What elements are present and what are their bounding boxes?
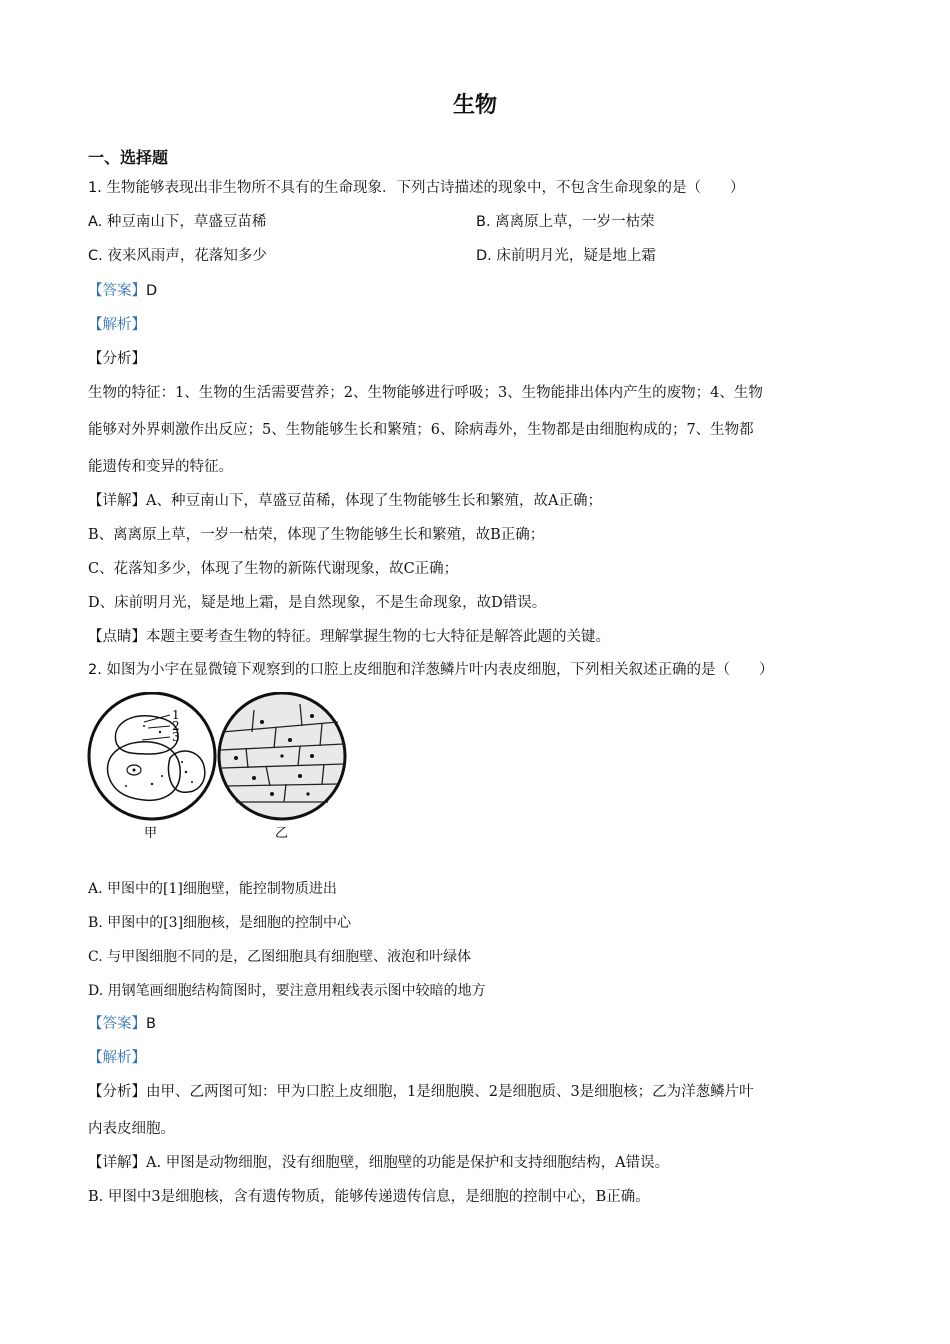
figure-label-1: 1 <box>172 708 180 722</box>
figure-label-jia: 甲 <box>144 826 158 841</box>
q1-answer-value: D <box>146 283 158 299</box>
q2-answer-value: B <box>146 1016 156 1032</box>
q1-analysis-line: 能够对外界刺激作出反应；5、生物能够生长和繁殖；6、除病毒外，生物都是由细胞构成的；7、生物都 <box>88 422 754 438</box>
q1-detail-line: B、离离原上草，一岁一枯荣，体现了生物能够生长和繁殖，故B正确； <box>88 527 545 543</box>
q1-option-a: A. 种豆南山下，草盛豆苗稀 <box>88 214 267 230</box>
q2-number: 2. <box>88 662 102 678</box>
q2-option-d: D. 用钢笔画细胞结构简图时，要注意用粗线表示图中较暗的地方 <box>88 983 486 999</box>
q1-option-b: B. 离离原上草，一岁一枯荣 <box>476 214 655 230</box>
answer-tag: 【答案】 <box>88 1016 146 1032</box>
q1-answer <box>88 281 157 301</box>
q2-jiexi-tag: 【解析】 <box>88 1050 146 1066</box>
q1-detail-line: 【详解】A、种豆南山下，草盛豆苗稀，体现了生物能够生长和繁殖，故A正确； <box>88 493 602 509</box>
page-title: 生物 <box>452 93 497 118</box>
figure-label-3: 3 <box>172 730 180 744</box>
comment-tag: 【点睛】 <box>88 629 146 645</box>
figure-label-yi: 乙 <box>275 826 289 841</box>
q2-detail-line: 【详解】A. 甲图是动物细胞，没有细胞壁，细胞壁的功能是保护和支持细胞结构，A错误。 <box>88 1155 670 1171</box>
q1-comment: 【点睛】本题主要考查生物的特征。理解掌握生物的七大特征是解答此题的关键。 <box>88 629 610 645</box>
q2-detail-line: B. 甲图中3是细胞核，含有遗传物质，能够传递遗传信息，是细胞的控制中心，B正确。 <box>88 1189 650 1205</box>
q1-jiexi-tag: 【解析】 <box>88 317 146 333</box>
q1-stem-text: 生物能够表现出非生物所不具有的生命现象．下列古诗描述的现象中，不包含生命现象的是（ ） <box>106 180 745 196</box>
q1-fenxi-tag: 【分析】 <box>88 351 146 367</box>
fenxi-tag: 【分析】 <box>88 1084 146 1100</box>
q1-analysis-line: 能遗传和变异的特征。 <box>88 459 233 475</box>
q1-option-d: D. 床前明月光，疑是地上霜 <box>476 248 656 264</box>
q2-stem <box>88 660 773 680</box>
q1-option-c: C. 夜来风雨声，花落知多少 <box>88 248 267 264</box>
q2-fenxi-line: 内表皮细胞。 <box>88 1121 175 1137</box>
detail-tag: 【详解】 <box>88 1155 146 1171</box>
q1-detail-line: D、床前明月光，疑是地上霜，是自然现象，不是生命现象，故D错误。 <box>88 595 547 611</box>
q2-fenxi-line: 【分析】由甲、乙两图可知：甲为口腔上皮细胞，1是细胞膜、2是细胞质、3是细胞核；乙为洋葱鳞片叶 <box>88 1084 754 1100</box>
q1-number: 1. <box>88 180 102 196</box>
answer-tag: 【答案】 <box>88 283 146 299</box>
q1-analysis-line: 生物的特征：1、生物的生活需要营养；2、生物能够进行呼吸；3、生物能排出体内产生的废物；4、生物 <box>88 385 763 401</box>
q2-answer <box>88 1014 156 1034</box>
q2-stem-text: 如图为小宇在显微镜下观察到的口腔上皮细胞和洋葱鳞片叶内表皮细胞，下列相关叙述正确的是（ ） <box>106 662 774 678</box>
cell-figure <box>86 692 352 844</box>
q2-option-b: B. 甲图中的[3]细胞核，是细胞的控制中心 <box>88 915 352 931</box>
q1-stem <box>88 178 744 198</box>
q2-option-c: C. 与甲图细胞不同的是，乙图细胞具有细胞壁、液泡和叶绿体 <box>88 949 472 965</box>
detail-tag: 【详解】 <box>88 493 146 509</box>
q1-detail-line: C、花落知多少，体现了生物的新陈代谢现象，故C正确； <box>88 561 459 577</box>
figure-label-2: 2 <box>172 719 180 733</box>
q2-option-a: A. 甲图中的[1]细胞壁，能控制物质进出 <box>88 881 337 897</box>
section-heading: 一、选择题 <box>88 148 169 167</box>
